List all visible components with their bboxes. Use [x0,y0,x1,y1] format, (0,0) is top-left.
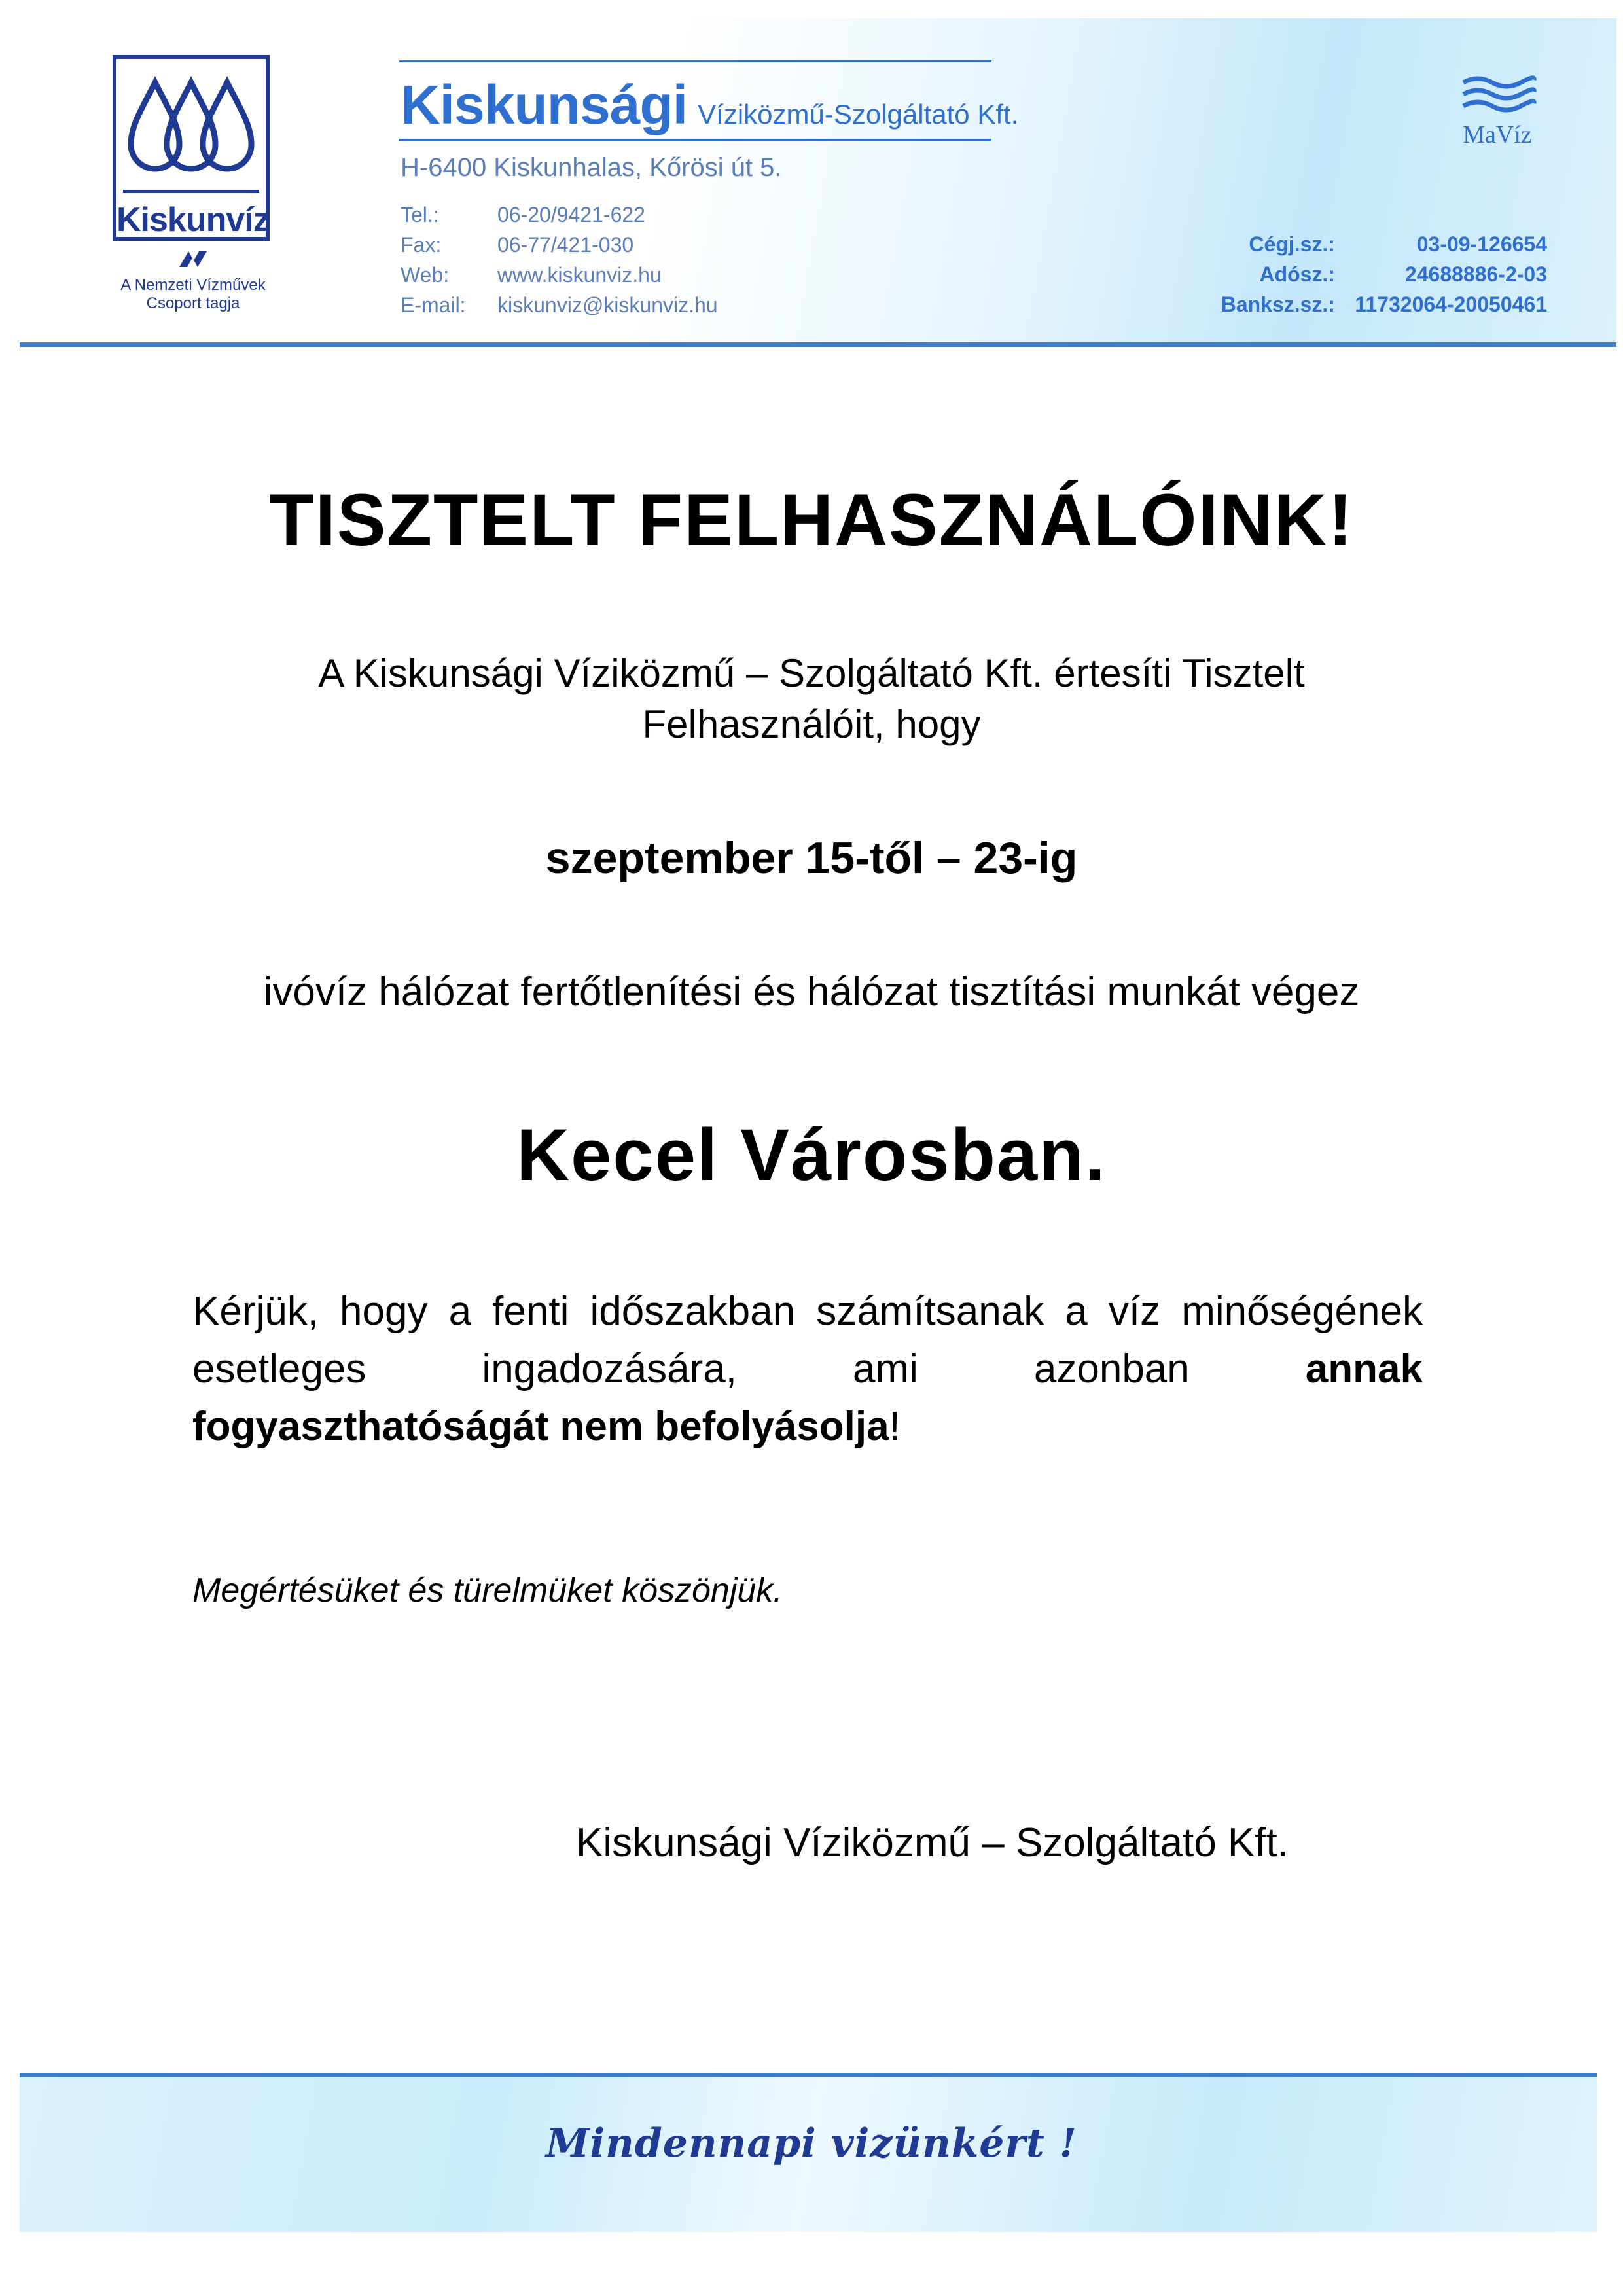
notice-city: Kecel Városban. [516,1114,1107,1196]
contact-row [401,260,718,290]
water-drops-icon [126,69,257,187]
contact-label: E-mail: [401,293,466,317]
registry-row [1204,229,1547,259]
group-membership [98,249,288,313]
group-line-1: A Nemzeti Vízművek [120,276,266,294]
contact-row [401,290,718,320]
maviz-logo [1458,73,1537,149]
group-line-2: Csoport tagja [146,295,240,312]
maviz-wordmark: MaVíz [1463,121,1532,149]
waves-icon [1458,73,1537,119]
company-rule-bottom [399,139,991,141]
company-rule-top [399,60,991,62]
request-line-3-end: ! [889,1404,901,1449]
company-name-bold: Kiskunsági [401,74,688,135]
contact-value: www.kiskunviz.hu [497,263,662,287]
company-address: H-6400 Kiskunhalas, Kőrösi út 5. [401,153,782,182]
company-name-rest: Víziközmű-Szolgáltató Kft. [698,99,1019,130]
registry-row [1204,259,1547,289]
registry-value: 24688886-2-03 [1404,262,1547,286]
request-line-1: Kérjük, hogy a fenti időszakban számítsanak a víz minőségének [192,1289,1423,1334]
company-name [401,73,1018,137]
notice-signature: Kiskunsági Víziközmű – Szolgáltató Kft. [576,1820,1289,1865]
request-line-3 [192,1398,1423,1456]
kiskunviz-logo [113,55,270,241]
registry-label: Banksz.sz.: [1221,293,1335,316]
notice-intro: A Kiskunsági Víziközmű – Szolgáltató Kft. értesíti Tisztelt Felhasználóit, hogy [318,651,1305,746]
notice-work: ivóvíz hálózat fertőtlenítési és hálózat tisztítási munkát végez [263,969,1360,1014]
nemzeti-vizmuvek-icon [177,249,209,270]
notice-request [192,1283,1423,1456]
registry-info [1204,229,1547,319]
request-line-3-bold: fogyaszthatóságát nem befolyásolja [192,1404,889,1449]
footer-slogan: Mindennapi vizünkért ! [546,2121,1077,2166]
logo-divider [123,190,259,193]
request-line-2-bold: annak [1305,1346,1423,1391]
notice-title: TISZTELT FELHASZNÁLÓINK! [269,479,1354,561]
request-line-2 [192,1340,1423,1398]
registry-label: Cégj.sz.: [1249,232,1335,256]
contact-label: Fax: [401,233,442,257]
contact-label: Tel.: [401,203,439,226]
registry-row [1204,289,1547,319]
contact-row [401,200,718,230]
request-line-2-regular: esetleges ingadozására, ami azonban [192,1346,1190,1391]
contact-value: 06-77/421-030 [497,233,634,257]
contact-value: kiskunviz@kiskunviz.hu [497,293,718,317]
notice-thanks: Megértésüket és türelmüket köszönjük. [192,1571,783,1609]
registry-label: Adósz.: [1259,262,1335,286]
registry-value: 11732064-20050461 [1355,293,1547,316]
contact-list [401,200,718,320]
contact-label: Web: [401,263,450,287]
contact-value: 06-20/9421-622 [497,203,645,226]
contact-row [401,230,718,260]
header-divider [20,342,1616,347]
notice-dates: szeptember 15-től – 23-ig [545,833,1078,883]
logo-wordmark: Kiskunvíz [116,201,270,239]
registry-value: 03-09-126654 [1416,232,1547,256]
